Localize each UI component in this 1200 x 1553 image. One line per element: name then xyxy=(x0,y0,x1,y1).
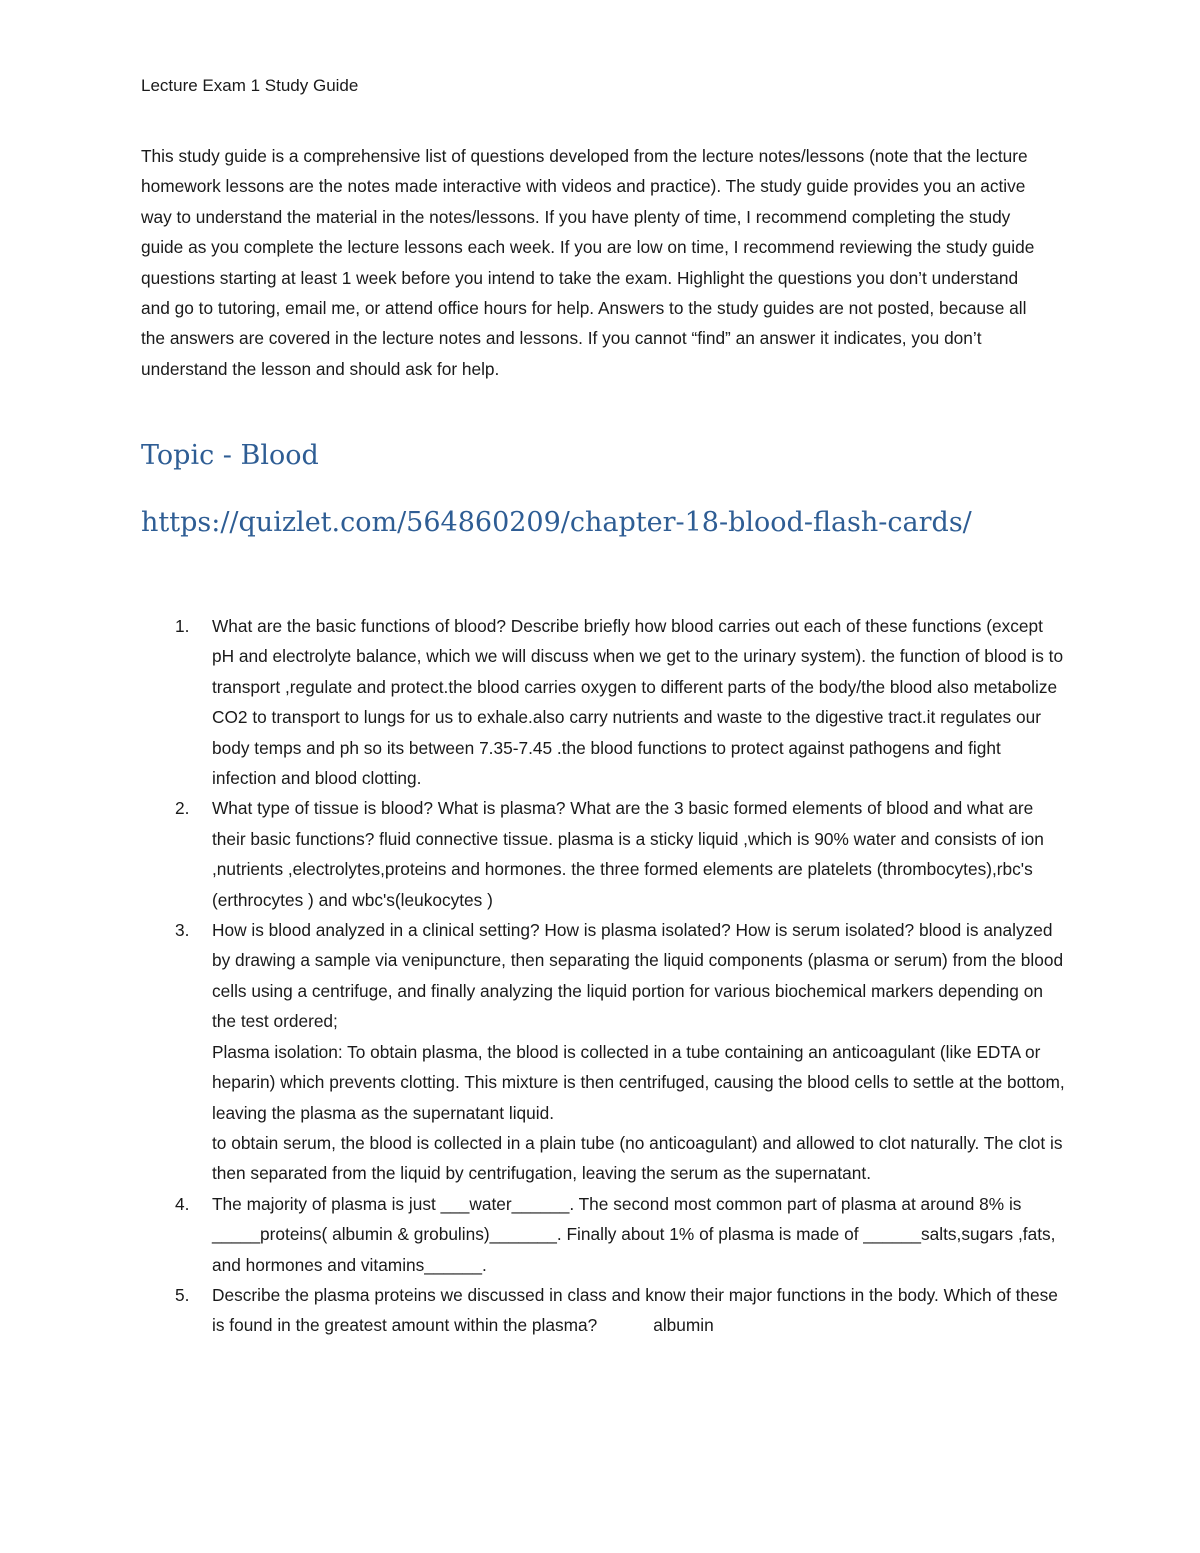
plasma-isolation-answer: Plasma isolation: To obtain plasma, the blood is collected in a tube containing an anticoagulant (like EDTA or heparin) which prevents clotting. This mixture is then centrifuged, causing the blood cells to settle at the bottom, leaving the plasma as the supernatant liquid. xyxy=(212,1041,1065,1123)
question-item-4 xyxy=(141,1189,1066,1280)
answer-text: albumin xyxy=(653,1315,714,1336)
question-number: 3. xyxy=(175,920,190,941)
question-number: 5. xyxy=(175,1284,190,1305)
document-title: Lecture Exam 1 Study Guide xyxy=(141,76,359,95)
question-item-3 xyxy=(141,915,1066,1189)
question-item-5 xyxy=(141,1280,1066,1341)
question-number: 2. xyxy=(175,798,190,819)
question-item-1 xyxy=(141,611,1066,793)
question-text: What are the basic functions of blood? Describe briefly how blood carries out each of these functions (except pH and electrolyte balance, which we will discuss when we get to the urinary system). the function of blood is to transport ,regulate and protect.the blood carries oxygen to different parts of the body/the blood also metabolize CO2 to transport to lungs for us to exhale.also carry nutrients and waste to the digestive tract.it regulates our body temps and ph so its between 7.35-7.45 .the blood functions to protect against pathogens and fight infection and blood clotting. xyxy=(212,616,1064,789)
serum-isolation-answer: to obtain serum, the blood is collected in a plain tube (no anticoagulant) and allowed to clot naturally. The clot is then separated from the liquid by centrifugation, leaving the serum as the supernatant. xyxy=(212,1132,1063,1184)
question-text: How is blood analyzed in a clinical setting? How is plasma isolated? How is serum isolated? blood is analyzed by drawing a sample via venipuncture, then separating the liquid components (plasma or serum) from the blood cells using a centrifuge, and finally analyzing the liquid portion for various biochemical markers depending on the test ordered; xyxy=(212,920,1064,1032)
question-number: 1. xyxy=(175,616,190,636)
question-text: The majority of plasma is just ___water______. The second most common part of plasma at around 8% is _____proteins( albumin & grobulins)_______. Finally about 1% of plasma is made of ______salts,sugars ,fats, and hormones and vitamins______. xyxy=(212,1193,1056,1275)
question-text-with-answer xyxy=(212,1280,1066,1341)
quizlet-link[interactable]: https://quizlet.com/564860209/chapter-18-blood-flash-cards/ xyxy=(141,507,972,538)
topic-heading: Topic - Blood xyxy=(141,440,319,471)
intro-paragraph: This study guide is a comprehensive list of questions developed from the lecture notes/lessons (note that the lecture homework lessons are the notes made interactive with videos and practice). The study guide provides you an active way to understand the material in the notes/lessons. If you have plenty of time, I recommend completing the study guide as you complete the lecture lessons each week. If you are low on time, I recommend reviewing the study guide questions starting at least 1 week before you intend to take the exam. Highlight the questions you don’t understand and go to tutoring, email me, or attend office hours for help. Answers to the study guides are not posted, because all the answers are covered in the lecture notes and lessons. If you cannot “find” an answer it indicates, you don’t understand the lesson and should ask for help. xyxy=(141,146,1035,379)
question-list xyxy=(141,611,1066,1341)
question-text: What type of tissue is blood? What is plasma? What are the 3 basic formed elements of blood and what are their basic functions? fluid connective tissue. plasma is a sticky liquid ,which is 90% water and consists of ion ,nutrients ,electrolytes,proteins and hormones. the three formed elements are platelets (thrombocytes),rbc's (erthrocytes ) and wbc's(leukocytes ) xyxy=(212,798,1044,910)
question-number: 4. xyxy=(175,1193,190,1214)
question-item-2 xyxy=(141,793,1066,915)
question-text: Describe the plasma proteins we discussed in class and know their major functions in the body. Which of these is found in the greatest amount within the plasma? xyxy=(212,1284,1058,1336)
